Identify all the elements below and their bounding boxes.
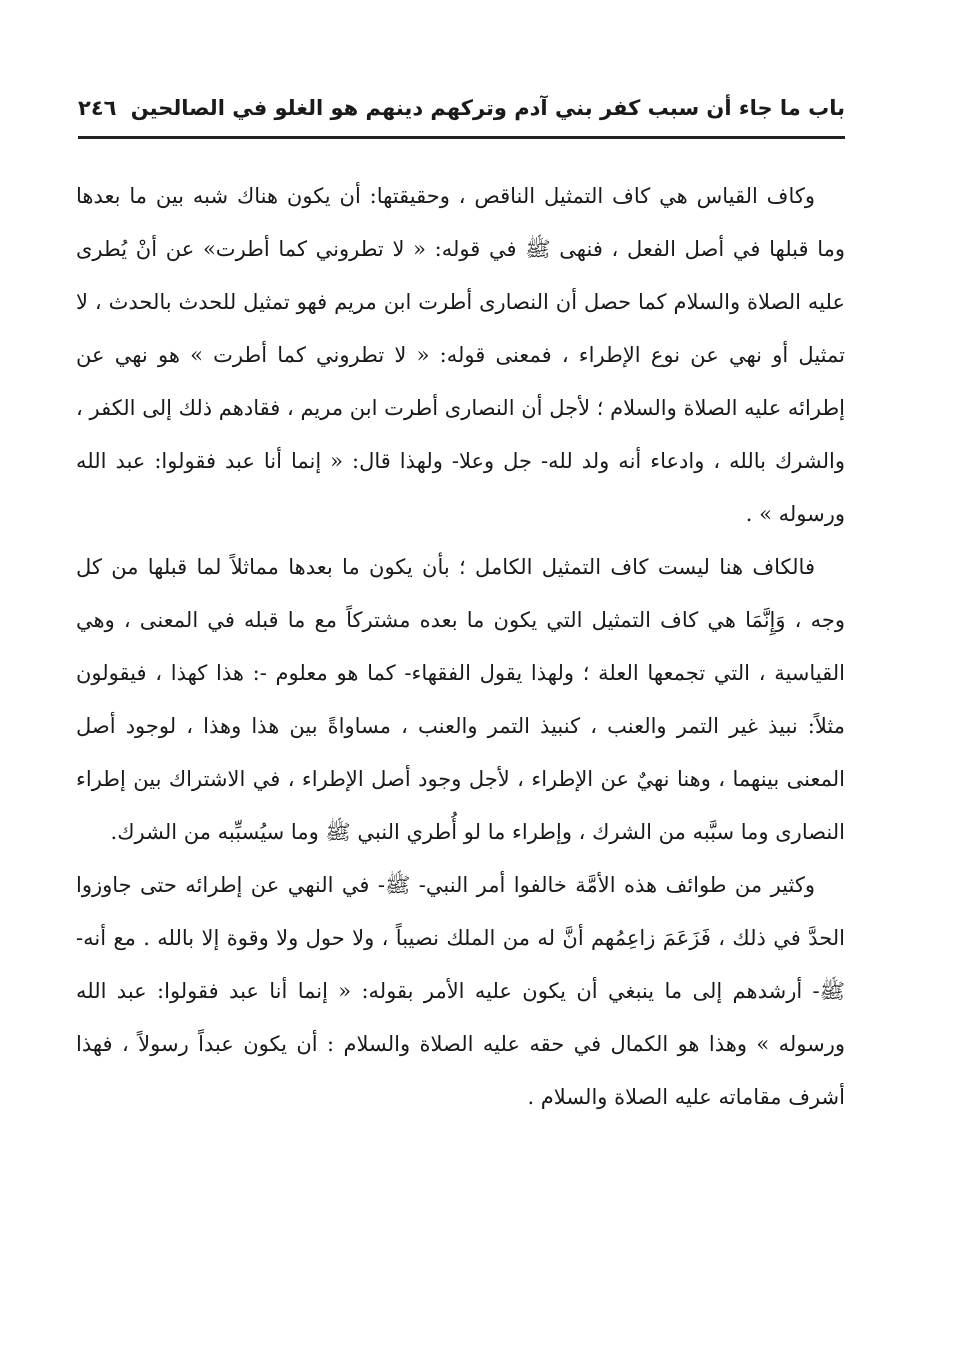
- header-divider: [78, 136, 845, 139]
- paragraph: فالكاف هنا ليست كاف التمثيل الكامل ؛ بأن يكون ما بعدها مماثلاً لما قبلها من كل وجه ، وَإِنَّمَا هي كاف التمثيل التي يكون ما بعده مشتركاً مع ما قبله في المعنى ، وهي القياسية ، التي تجمعها العلة ؛ ولهذا يقول الفقهاء- كما هو معلوم -: هذا كهذا ، فيقولون مثلاً: نبيذ غير التمر والعنب ، كنبيذ التمر والعنب ، مساواةً بين هذا وهذا ، لوجود أصل المعنى بينهما ، وهنا نهيٌ عن الإطراء ، لأجل وجود أصل الإطراء ، في الاشتراك بين إطراء النصارى وما سبَّبه من الشرك ، وإطراء ما لو أُطري النبي ﷺ وما سيُسبِّبه من الشرك.: [76, 555, 845, 844]
- chapter-title: باب ما جاء أن سبب كفر بني آدم وتركهم دينهم هو الغلو في الصالحين: [130, 96, 845, 120]
- paragraph: وكاف القياس هي كاف التمثيل الناقص ، وحقيقتها: أن يكون هناك شبه بين ما بعدها وما قبلها في أصل الفعل ، فنهى ﷺ في قوله: « لا تطروني كما أطرت» عن أنْ يُطرى عليه الصلاة والسلام كما حصل أن النصارى أطرت ابن مريم فهو تمثيل للحدث بالحدث ، لا تمثيل أو نهي عن نوع الإطراء ، فمعنى قوله: « لا تطروني كما أطرت » هو نهي عن إطرائه عليه الصلاة والسلام ؛ لأجل أن النصارى أطرت ابن مريم ، فقادهم ذلك إلى الكفر ، والشرك بالله ، وادعاء أنه ولد لله- جل وعلا- ولهذا قال: « إنما أنا عبد فقولوا: عبد الله ورسوله » .: [76, 184, 845, 526]
- body-text: [76, 170, 845, 1124]
- page-number: ٢٤٦: [78, 96, 117, 120]
- running-header: [78, 92, 845, 132]
- paragraph: وكثير من طوائف هذه الأمَّة خالفوا أمر النبي- ﷺ- في النهي عن إطرائه حتى جاوزوا الحدَّ في ذلك ، فَزَعَمَ زاعِمُهم أنَّ له من الملك نصيباً ، ولا حول ولا وقوة إلا بالله . مع أنه- ﷺ- أرشدهم إلى ما ينبغي أن يكون عليه الأمر بقوله: « إنما أنا عبد فقولوا: عبد الله ورسوله » وهذا هو الكمال في حقه عليه الصلاة والسلام : أن يكون عبداً رسولاً ، فهذا أشرف مقاماته عليه الصلاة والسلام .: [76, 873, 845, 1109]
